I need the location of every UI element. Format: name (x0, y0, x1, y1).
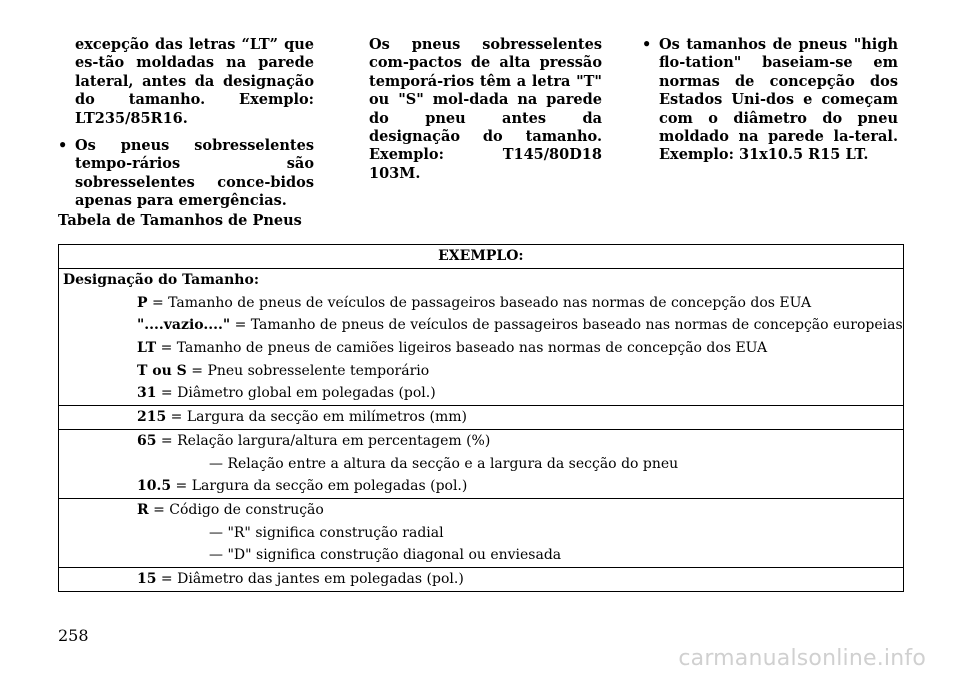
bullet-temporary-spares (58, 137, 314, 211)
bullet-text: Os tamanhos de pneus "high flo-tation" baseiam-se em normas de concepção dos Estados Uni-dos e começam com o diâmetro do pneu moldado na parede la-teral. Exemplo: 31x10.5 R15 LT. (659, 36, 898, 164)
designation-p: P = Tamanho de pneus de veículos de passageiros baseado nas normas de concepção dos EUA (137, 294, 812, 311)
watermark: carmanualsonline.info (678, 646, 926, 671)
designation-31: 31 = Diâmetro global em polegadas (pol.) (137, 385, 436, 402)
table-row-section-width (59, 406, 904, 430)
table-row-construction (59, 498, 904, 567)
tire-size-table (58, 244, 904, 592)
text-column-2 (352, 36, 602, 183)
table-row-rim-diameter (59, 567, 904, 591)
bullet-high-flotation (642, 36, 898, 165)
construction-code: R = Código de construção (137, 501, 324, 518)
paragraph-compact-spares: Os pneus sobresselentes com-pactos de alta pressão temporá-rios têm a letra "T" ou "S" mol-dada na parede do pneu antes da designação do tamanho. Exemplo: T145/80D18 103M. (369, 36, 602, 182)
bullet-marker: • (642, 36, 652, 53)
aspect-ratio: 65 = Relação largura/altura em percentagem (%) (137, 432, 491, 449)
paragraph-lt-exception: excepção das letras “LT” que es-tão moldadas na parede lateral, antes da designação do tamanho. Exemplo: LT235/85R16. (75, 36, 314, 127)
designation-empty: "....vazio...." = Tamanho de pneus de veículos de passageiros baseado nas normas de concepção europeias (137, 317, 903, 334)
rim-diameter: 15 = Diâmetro das jantes em polegadas (pol.) (137, 570, 464, 587)
page-number: 258 (58, 626, 89, 645)
designation-lt: LT = Tamanho de pneus de camiões ligeiros baseado nas normas de concepção dos EUA (137, 340, 768, 357)
table-row-aspect-ratio (59, 429, 904, 498)
bullet-text: Os pneus sobresselentes tempo-rários são sobresselentes conce-bidos apenas para emergências. (75, 137, 314, 210)
section-width-mm: 215 = Largura da secção em milímetros (mm) (137, 409, 467, 426)
construction-diagonal: — "D" significa construção diagonal ou enviesada (209, 547, 562, 564)
text-column-3 (642, 36, 898, 165)
bullet-marker: • (58, 137, 68, 155)
section-width-in: 10.5 = Largura da secção em polegadas (pol.) (137, 478, 468, 495)
aspect-ratio-note: — Relação entre a altura da secção e a largura da secção do pneu (209, 455, 679, 472)
construction-radial: — "R" significa construção radial (209, 524, 444, 541)
text-column-1 (58, 36, 314, 211)
table-header: EXEMPLO: (59, 245, 904, 269)
table-title: Tabela de Tamanhos de Pneus (58, 212, 302, 229)
designation-t-or-s: T ou S = Pneu sobresselente temporário (137, 362, 430, 379)
table-row-designation (59, 269, 904, 406)
designation-label: Designação do Tamanho: (63, 272, 259, 288)
